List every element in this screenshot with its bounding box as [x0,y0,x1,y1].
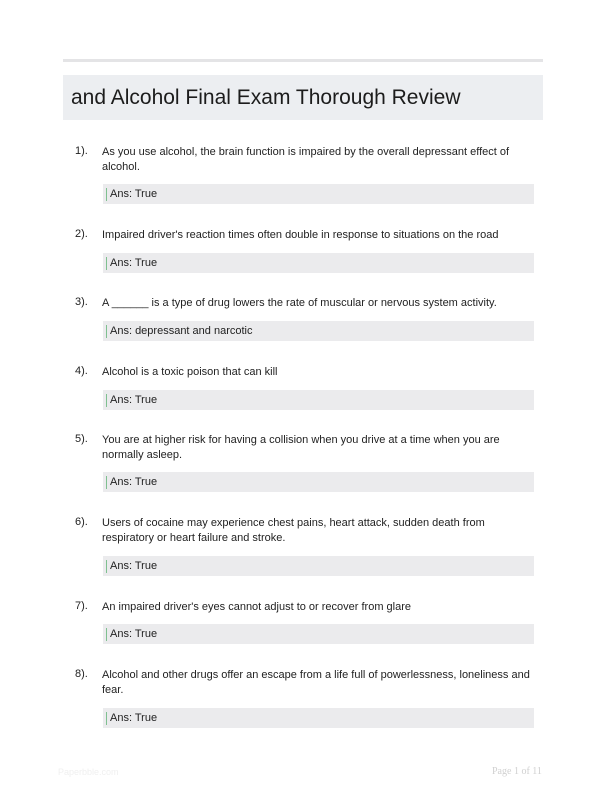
question-text: A ______ is a type of drug lowers the rate of muscular or nervous system activity. [102,297,497,309]
answer-text: Ans: True [110,394,158,406]
answer-box [103,184,534,204]
question-number: 1). [75,145,88,157]
answer-box [103,472,534,492]
answer-marker [106,257,107,270]
answer-box [103,624,534,644]
question-text: An impaired driver's eyes cannot adjust to or recover from glare [102,601,412,613]
answer-text: Ans: True [110,628,158,640]
top-divider [63,59,543,62]
question-number: 2). [75,228,88,240]
answer-marker [106,188,107,201]
answer-marker [106,560,107,573]
answer-marker [106,628,107,641]
answer-box [103,321,534,341]
answer-box [103,253,534,273]
answer-text: Ans: True [110,712,158,724]
question-number: 6). [75,516,88,528]
question-text: You are at higher risk for having a collision when you drive at a time when you are normally asleep. [102,434,500,461]
answer-text: Ans: True [110,188,158,200]
answer-marker [106,325,107,338]
question-number: 3). [75,296,88,308]
answer-text: Ans: True [110,476,158,488]
answer-marker [106,712,107,725]
answer-box [103,708,534,728]
question-number: 7). [75,600,88,612]
title-banner [63,75,543,120]
question-text: Users of cocaine may experience chest pains, heart attack, sudden death from respiratory or heart failure and stroke. [102,517,485,544]
answer-text: Ans: depressant and narcotic [110,325,253,337]
question-text: Alcohol is a toxic poison that can kill [102,366,278,378]
question-number: 4). [75,365,88,377]
answer-text: Ans: True [110,257,158,269]
question-number: 5). [75,433,88,445]
answer-box [103,556,534,576]
question-number: 8). [75,668,88,680]
question-text: Impaired driver's reaction times often double in response to situations on the road [102,229,499,241]
footer-source-watermark: Paperbble.com [58,767,119,777]
question-text: As you use alcohol, the brain function is impaired by the overall depressant effect of alcohol. [102,146,510,173]
answer-marker [106,394,107,407]
page-indicator: Page 1 of 11 [492,766,542,777]
answer-marker [106,476,107,489]
document-title: and Alcohol Final Exam Thorough Review [71,85,461,109]
answer-text: Ans: True [110,560,158,572]
answer-box [103,390,534,410]
question-text: Alcohol and other drugs offer an escape from a life full of powerlessness, loneliness and fear. [102,669,530,696]
